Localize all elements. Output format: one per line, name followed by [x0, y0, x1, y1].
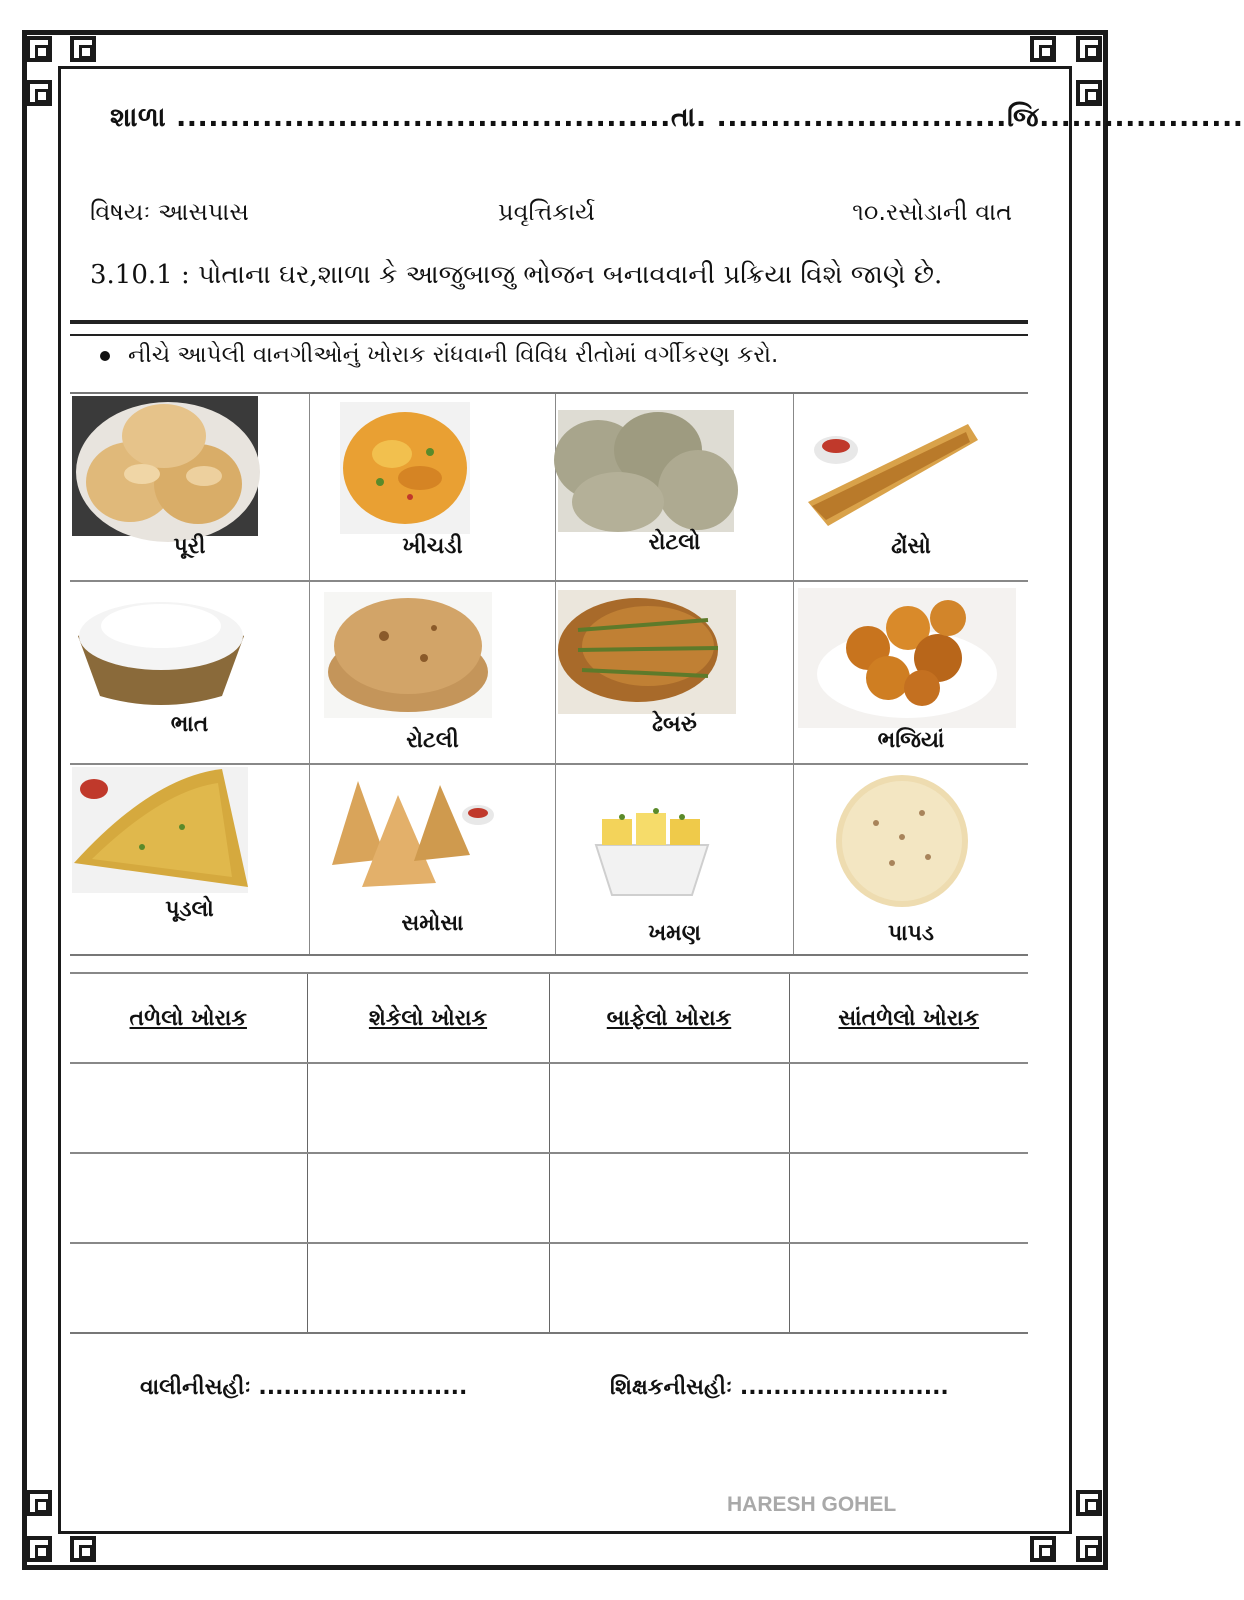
district-label: જિ	[1006, 102, 1040, 133]
food-grid	[70, 392, 1028, 956]
header-fried-food: તળેલો ખોરાક	[70, 973, 307, 1063]
food-label: ઢેબરું	[652, 712, 697, 737]
food-label: પાપડ	[887, 921, 935, 946]
author-watermark: HARESH GOHEL	[727, 1493, 897, 1516]
food-label: ઢોંસો	[891, 534, 931, 559]
table-row	[70, 1153, 1028, 1243]
table-row	[70, 1063, 1028, 1153]
corner-ornament-tr3	[1030, 36, 1056, 62]
khaman-photo-icon	[592, 799, 712, 899]
answer-cell[interactable]	[549, 1153, 789, 1243]
puri-photo-icon	[72, 396, 258, 536]
corner-ornament-tl2	[26, 80, 52, 106]
rotli-photo-icon	[324, 592, 492, 718]
parent-signature[interactable]: વાલીનીસહીઃ .........................	[140, 1375, 468, 1400]
section-divider	[70, 320, 1028, 336]
answer-cell[interactable]	[307, 1063, 549, 1153]
answer-cell[interactable]	[307, 1243, 549, 1333]
food-cell	[310, 765, 556, 954]
corner-ornament-bl2	[26, 1490, 52, 1516]
food-cell	[794, 582, 1028, 765]
food-label: ખમણ	[648, 921, 701, 946]
dosa-photo-icon	[798, 422, 978, 526]
bullet-icon	[100, 351, 110, 361]
khichdi-photo-icon	[340, 402, 470, 534]
food-label: રોટલી	[406, 728, 459, 753]
food-cell	[794, 765, 1028, 954]
answer-cell[interactable]	[789, 1153, 1028, 1243]
header-fill-line	[110, 102, 1244, 134]
food-cell	[70, 394, 310, 582]
learning-outcome: 3.10.1 : પોતાના ઘર,શાળા કે આજુબાજુ ભોજન બનાવવાની પ્રક્રિયા વિશે જાણે છે.	[90, 260, 943, 290]
table-row	[70, 1243, 1028, 1333]
school-label: શાળા	[110, 102, 167, 133]
corner-ornament-tl3	[70, 36, 96, 62]
food-label: ભજિયાં	[877, 728, 945, 753]
bhajiya-photo-icon	[798, 588, 1016, 728]
header-roasted-food: શેકેલો ખોરાક	[307, 973, 549, 1063]
answer-cell[interactable]	[549, 1243, 789, 1333]
corner-ornament-br3	[1030, 1536, 1056, 1562]
district-blank[interactable]: ...................	[1039, 102, 1244, 133]
answer-cell[interactable]	[307, 1153, 549, 1243]
answer-cell[interactable]	[789, 1063, 1028, 1153]
pudla-photo-icon	[72, 767, 248, 893]
answer-cell[interactable]	[549, 1063, 789, 1153]
food-label: ભાત	[170, 712, 209, 737]
rice-photo-icon	[72, 596, 250, 708]
thepla-photo-icon	[558, 590, 736, 714]
corner-ornament-br2	[1076, 1490, 1102, 1516]
food-cell	[556, 394, 794, 582]
table-header-row	[70, 973, 1028, 1063]
corner-ornament-tr	[1076, 36, 1102, 62]
food-cell	[556, 582, 794, 765]
corner-ornament-tl	[26, 36, 52, 62]
food-cell	[556, 765, 794, 954]
samosa-photo-icon	[322, 775, 502, 895]
school-blank[interactable]: ..............................................	[166, 102, 671, 133]
papad-photo-icon	[832, 773, 972, 909]
date-label: તા.	[670, 102, 707, 133]
answer-cell[interactable]	[789, 1243, 1028, 1333]
chapter-title: ૧૦.રસોડાની વાત	[852, 198, 1012, 226]
food-cell	[794, 394, 1028, 582]
date-blank[interactable]: ...........................	[706, 102, 1007, 133]
food-label: સમોસા	[401, 911, 464, 936]
corner-ornament-br	[1076, 1536, 1102, 1562]
food-label: ખીચડી	[402, 534, 463, 559]
subject: વિષયઃ આસપાસ	[90, 198, 249, 226]
corner-ornament-bl3	[70, 1536, 96, 1562]
rotlo-photo-icon	[558, 410, 734, 532]
food-label: રોટલો	[648, 530, 701, 555]
classification-table	[70, 972, 1028, 1334]
worksheet	[70, 70, 1244, 1530]
food-cell	[70, 765, 310, 954]
activity-title: પ્રવૃત્તિકાર્ય	[498, 198, 595, 226]
answer-cell[interactable]	[70, 1063, 307, 1153]
answer-cell[interactable]	[70, 1243, 307, 1333]
instruction-text: નીચે આપેલી વાનગીઓનું ખોરાક રાંધવાની વિવિધ રીતોમાં વર્ગીકરણ કરો.	[128, 342, 779, 368]
header-steamed-food: બાફેલો ખોરાક	[549, 973, 789, 1063]
food-cell	[310, 582, 556, 765]
teacher-signature[interactable]: શિક્ષકનીસહીઃ .........................	[610, 1375, 949, 1400]
instruction	[100, 342, 778, 368]
food-cell	[310, 394, 556, 582]
food-cell	[70, 582, 310, 765]
food-label: પૂડલો	[165, 897, 214, 922]
corner-ornament-bl	[26, 1536, 52, 1562]
food-label: પૂરી	[173, 534, 206, 559]
header-sauteed-food: સાંતળેલો ખોરાક	[789, 973, 1028, 1063]
answer-cell[interactable]	[70, 1153, 307, 1243]
